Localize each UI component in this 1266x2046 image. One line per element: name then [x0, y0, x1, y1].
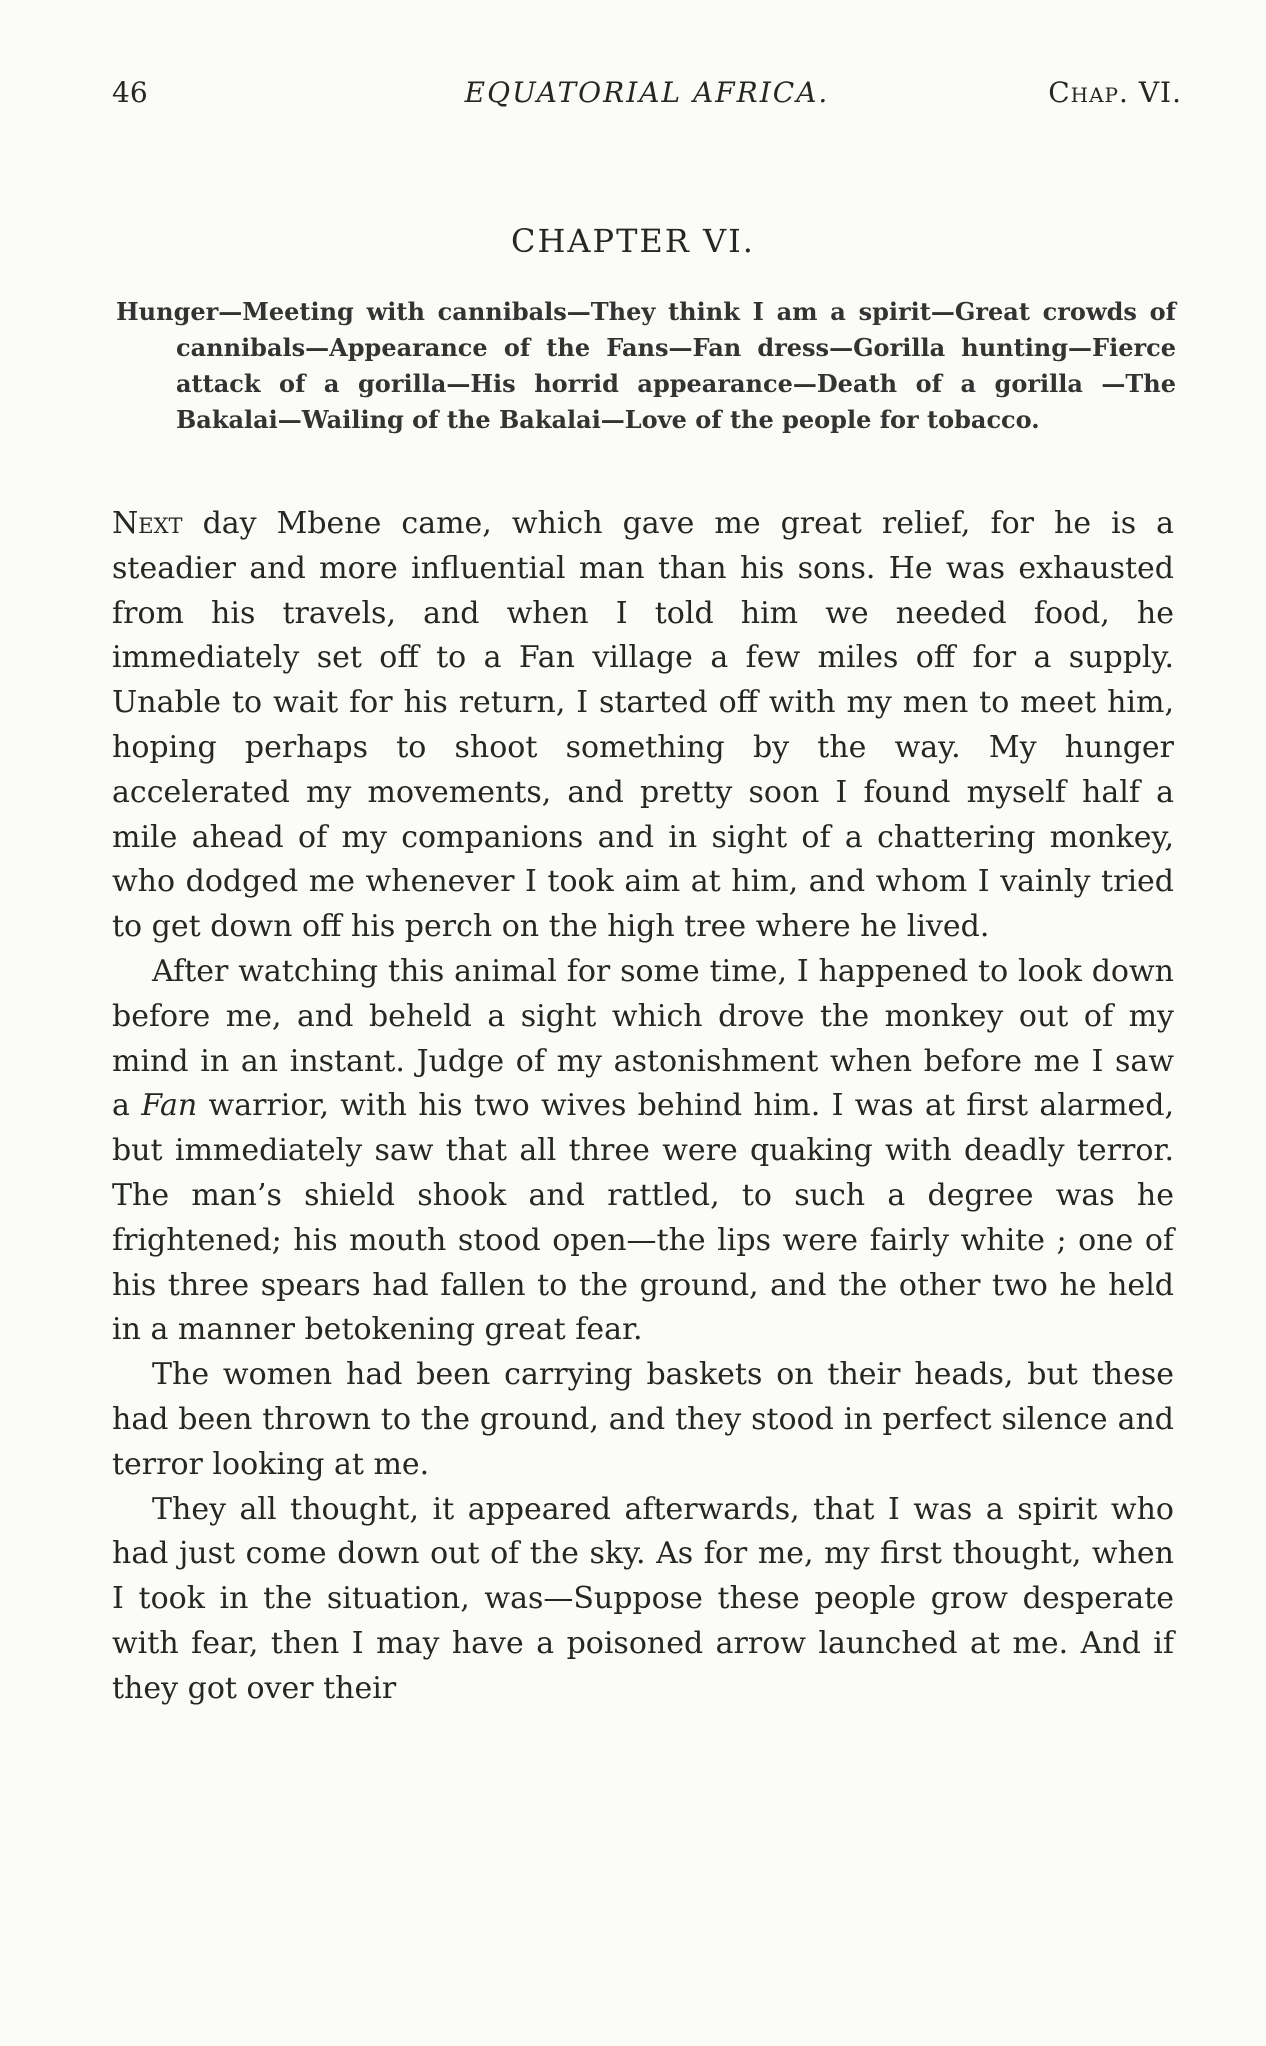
- page-number: 46: [112, 76, 148, 109]
- body-text: [112, 502, 1174, 1712]
- chapter-reference: Chap. VI.: [1048, 76, 1182, 109]
- paragraph-4: They all thought, it appeared afterwards, that I was a spirit who had just come down out of the sky. As for me, my first thought, when I took in the situation, was—Suppose these people grow desperate with fear, then I may have a poisoned arrow launched at me. And if they got over their: [112, 1491, 1174, 1706]
- paragraph-2-text-b: warrior, with his two wives behind him. I was at first alarmed, but immediately saw that all three were quaking with deadly terror. The man’s shield shook and rattled, to such a degree was he frightened; his mouth stood open—the lips were fairly white ; one of his three spears had fallen to the ground, and the other two he held in a manner betokening great fear.: [112, 1088, 1175, 1348]
- paragraph-1-text: day Mbene came, which gave me great relief, for he is a steadier and more influential man than his sons. He was exhausted from his travels, and when I told him we needed food, he immediately set off to a Fan village a few miles off for a supply. Unable to wait for his return, I started off with my men to meet him, hoping perhaps to shoot something by the way. My hunger accelerated my movements, and pretty soon I found myself half a mile ahead of my companions and in sight of a chattering monkey, who dodged me whenever I took aim at him, and whom I vainly tried to get down off his perch on the high tree where he lived.: [112, 506, 1174, 945]
- book-title: EQUATORIAL AFRICA.: [464, 76, 830, 109]
- running-head: [112, 76, 1182, 116]
- paragraph-3: The women had been carrying baskets on their heads, but these had been thrown to the ground, and they stood in perfect silence and terror looking at me.: [112, 1357, 1174, 1482]
- chapter-synopsis: Hunger—Meeting with cannibals—They think I am a spirit—Great crowds of cannibals—Appearance of the Fans—Fan dress—Gorilla hunting—Fierce attack of a gorilla—His horrid appearance—Death of a gorilla —The Bakalai—Wailing of the Bakalai—Love of the people for tobacco.: [116, 297, 1176, 434]
- paragraph-2: [112, 950, 1174, 1353]
- italic-word: Fan: [141, 1088, 198, 1124]
- paragraph-2-text-a: After watching this animal for some time, I happened to look down before me, and beheld a sight which drove the monkey out of my mind in an instant. Judge of my astonishment when before me I saw a: [112, 953, 1174, 1124]
- chapter-heading: CHAPTER VI.: [511, 222, 755, 260]
- paragraph-1: [112, 502, 1174, 950]
- opening-word: Next: [112, 506, 183, 541]
